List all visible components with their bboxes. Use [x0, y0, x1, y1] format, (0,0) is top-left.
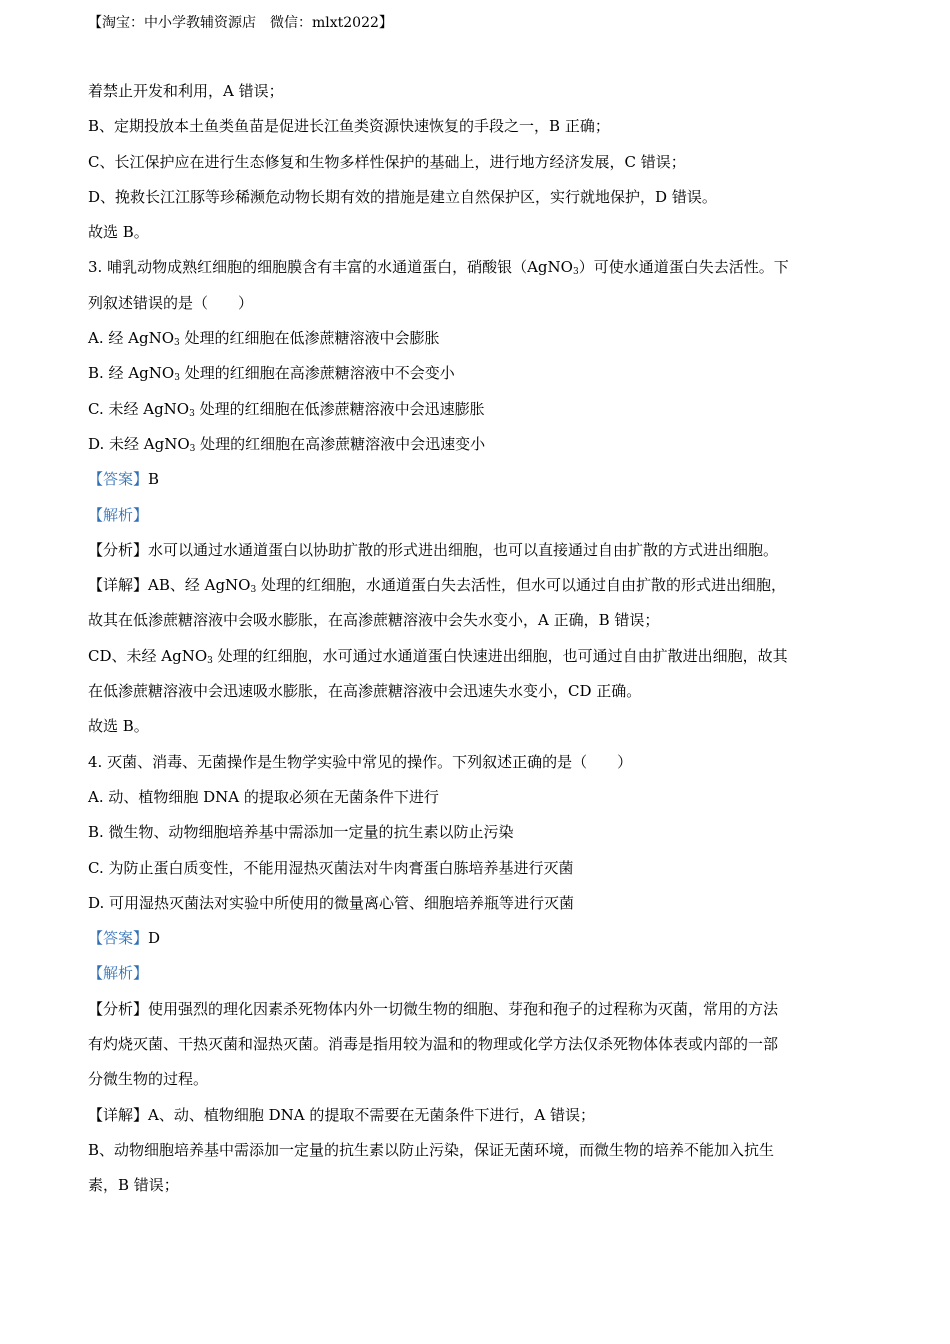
text-line	[88, 1135, 868, 1170]
text-run: B、定期投放本土鱼类鱼苗是促进长江鱼类资源快速恢复的手段之一，B 正确；	[88, 117, 610, 136]
subscript: 3	[189, 443, 196, 454]
text-run: 处理的红细胞在高渗蔗糖溶液中不会变小	[179, 364, 455, 383]
text-run: A. 动、植物细胞 DNA 的提取必须在无菌条件下进行	[88, 787, 439, 806]
text-run: 故其在低渗蔗糖溶液中会吸水膨胀，在高渗蔗糖溶液中会失水变小，A 正确，B 错误；	[88, 611, 660, 630]
section-tag: 【解析】	[88, 505, 149, 524]
text-line	[88, 711, 868, 746]
text-line	[88, 288, 868, 323]
text-run: 【分析】水可以通过水通道蛋白以协助扩散的形式进出细胞，也可以直接通过自由扩散的方式进出细胞。	[88, 540, 779, 559]
text-run: 【详解】AB、经 AgNO	[88, 576, 251, 595]
text-run: 分微生物的过程。	[88, 1070, 209, 1089]
text-line	[88, 570, 868, 605]
section-tag: 【解析】	[88, 964, 149, 983]
text-line	[88, 853, 868, 888]
section-label-line	[88, 958, 868, 993]
text-line	[88, 182, 868, 217]
text-run: 处理的红细胞，水通道蛋白失去活性，但水可以通过自由扩散的形式进出细胞，	[256, 576, 786, 595]
text-run: 处理的红细胞在高渗蔗糖溶液中会迅速变小	[195, 434, 486, 453]
section-label-line	[88, 464, 868, 499]
subscript: 3	[189, 408, 195, 419]
text-run: A. 经 AgNO	[88, 329, 174, 348]
text-line	[88, 1170, 868, 1205]
text-line	[88, 888, 868, 923]
text-run: C. 为防止蛋白质变性，不能用湿热灭菌法对牛肉膏蛋白胨培养基进行灭菌	[88, 858, 574, 877]
text-run: 在低渗蔗糖溶液中会迅速吸水膨胀，在高渗蔗糖溶液中会迅速失水变小，CD 正确。	[88, 682, 642, 701]
text-line	[88, 994, 868, 1029]
text-run: 有灼烧灭菌、干热灭菌和湿热灭菌。消毒是指用较为温和的物理或化学方法仅杀死物体体表或内部的一部	[88, 1035, 779, 1054]
subscript: 3	[174, 373, 180, 384]
subscript: 3	[250, 585, 257, 596]
text-run: 【详解】A、动、植物细胞 DNA 的提取不需要在无菌条件下进行，A 错误；	[88, 1105, 595, 1124]
section-label-line	[88, 923, 868, 958]
text-run: B. 经 AgNO	[88, 364, 175, 383]
text-run: 列叙述错误的是（ ）	[88, 293, 254, 312]
text-run: 着禁止开发和利用，A 错误；	[88, 82, 284, 100]
text-line	[88, 394, 868, 429]
text-run: 故选 B。	[88, 223, 149, 242]
text-line	[88, 747, 868, 782]
text-line	[88, 535, 868, 570]
text-run: D. 未经 AgNO	[88, 434, 190, 453]
subscript: 3	[207, 655, 213, 666]
text-run: 4. 灭菌、消毒、无菌操作是生物学实验中常见的操作。下列叙述正确的是（ ）	[88, 752, 633, 771]
subscript: 3	[572, 267, 579, 278]
text-line	[88, 676, 868, 711]
text-run: D、挽救长江江豚等珍稀濒危动物长期有效的措施是建立自然保护区，实行就地保护，D 错误。	[88, 187, 717, 206]
text-line	[88, 1100, 868, 1135]
text-run: C、长江保护应在进行生态修复和生物多样性保护的基础上，进行地方经济发展，C 错误；	[88, 152, 686, 171]
page-header-watermark: 【淘宝：中小学教辅资源店 微信：mlxt2022】	[88, 15, 393, 31]
text-run: B、动物细胞培养基中需添加一定量的抗生素以防止污染，保证无菌环境，而微生物的培养不能加入抗生	[88, 1140, 775, 1159]
text-line	[88, 76, 868, 111]
text-run: CD、未经 AgNO	[88, 646, 208, 665]
text-run: B	[148, 470, 160, 489]
text-line	[88, 323, 868, 358]
text-line	[88, 782, 868, 817]
text-run: D	[148, 929, 161, 948]
text-run: 处理的红细胞在低渗蔗糖溶液中会迅速膨胀	[194, 399, 485, 418]
text-line	[88, 817, 868, 852]
text-run: 处理的红细胞，水可通过水通道蛋白快速进出细胞，也可通过自由扩散进出细胞，故其	[212, 646, 788, 665]
text-run: ）可使水通道蛋白失去活性。下	[578, 258, 789, 277]
section-label-line	[88, 500, 868, 535]
text-run: D. 可用湿热灭菌法对实验中所使用的微量离心管、细胞培养瓶等进行灭菌	[88, 893, 575, 912]
section-tag: 【答案】	[88, 929, 149, 948]
text-line	[88, 217, 868, 252]
document-body	[88, 76, 868, 1206]
text-run: C. 未经 AgNO	[88, 399, 190, 418]
text-run: 素，B 错误；	[88, 1176, 179, 1195]
text-line	[88, 111, 868, 146]
text-line	[88, 429, 868, 464]
text-run: B. 微生物、动物细胞培养基中需添加一定量的抗生素以防止污染	[88, 823, 514, 842]
text-run: 故选 B。	[88, 717, 149, 736]
text-line	[88, 605, 868, 640]
text-run: 【分析】使用强烈的理化因素杀死物体内外一切微生物的细胞、芽孢和孢子的过程称为灭菌，常用的方法	[88, 999, 779, 1018]
text-run: 处理的红细胞在低渗蔗糖溶液中会膨胀	[179, 329, 440, 348]
text-line	[88, 641, 868, 676]
text-line	[88, 1029, 868, 1064]
text-line	[88, 358, 868, 393]
text-run: 3. 哺乳动物成熟红细胞的细胞膜含有丰富的水通道蛋白，硝酸银（AgNO	[88, 258, 573, 277]
text-line	[88, 147, 868, 182]
subscript: 3	[174, 338, 180, 349]
text-line	[88, 252, 868, 287]
section-tag: 【答案】	[88, 470, 149, 489]
text-line	[88, 1064, 868, 1099]
